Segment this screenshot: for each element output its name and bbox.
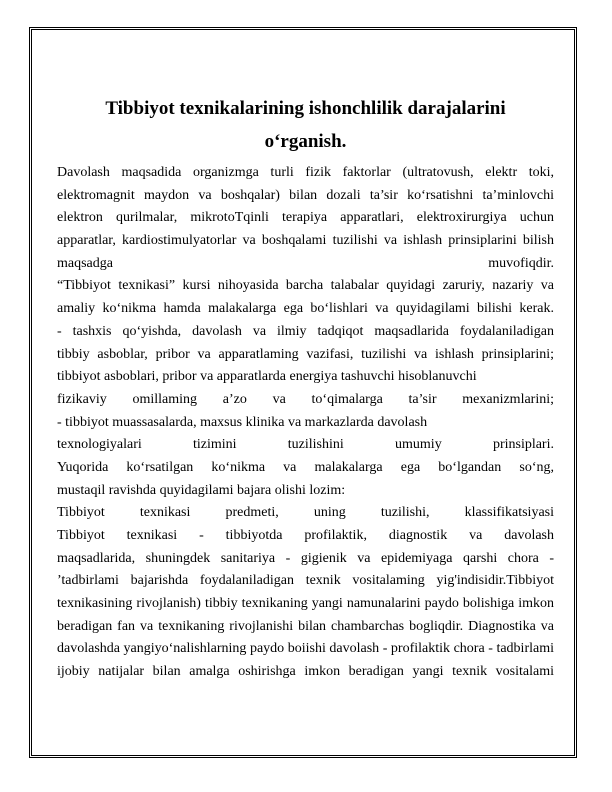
text-line: apparatlar, kardiostimulyatorlar va boshqalami tuzilishi va ishlash prinsiplarini bilish <box>57 233 554 249</box>
text-line: elektron qurilmalar, mikrotoTqinli terapiya apparatlari, elektroxirurgiya uchun <box>57 210 554 226</box>
text-line: Davolash maqsadida organizmga turli fizik faktorlar (ultratovush, elektr toki, <box>57 165 554 180</box>
text-line: amaliy ko‘nikma hamda malakalarga ega bo‘lishlari va quyidagilami bilishi kerak. <box>57 301 554 317</box>
document-body <box>57 92 554 684</box>
text-line: maqsadga muvofiqdir. <box>57 255 554 271</box>
text-line: fizikaviy omillaming a’zo va to‘qimalarga ta’sir mexanizmlarini; <box>57 391 554 407</box>
text-line: Yuqorida ko‘rsatilgan ko‘nikma va malakalarga ega bo‘lgandan so‘ng, <box>57 459 554 475</box>
text-line: ’tadbirlami bajarishda foydalaniladigan texnik vositalaming yig'indisidir.Tibbiyot <box>57 573 554 589</box>
text-line: tibbiy asboblar, pribor va apparatlaming vazifasi, tuzilishi va ishlash prinsiplarini; <box>57 346 554 362</box>
text-line: - tibbiyot muassasalarda, maxsus klinika va markazlarda davolash <box>57 414 428 430</box>
text-line: texnologiyalari tizimini tuzilishini umumiy prinsiplari. <box>57 437 554 453</box>
title-line-1: Tibbiyot texnikalarining ishonchlilik darajalarini <box>105 98 506 119</box>
text-line: elektromagnit maydon va boshqalar) bilan dozali ta’sir ko‘rsatishni ta’minlovchi <box>57 187 554 203</box>
text-line: maqsadlarida, shuningdek sanitariya - gigienik va epidemiyaga qarshi chora - <box>57 550 554 566</box>
text-line: Tibbiyot texnikasi predmeti, uning tuzilishi, klassifikatsiyasi <box>57 505 554 521</box>
text-line: davolashda yangiyo‘nalishlarning paydo boiishi davolash - profilaktik chora - tadbirlami <box>57 641 554 657</box>
title-line-2: o‘rganish. <box>264 131 347 152</box>
text-line: ijobiy natijalar bilan amalga oshirishga imkon beradigan yangi texnik vositalami <box>57 664 554 680</box>
text-line: - tashxis qo‘yishda, davolash va ilmiy tadqiqot maqsadlarida foydalaniladigan <box>57 323 554 339</box>
text-line: beradigan fan va texnikaning rivojlanishi bilan chambarchas bogliqdir. Diagnostika va <box>57 618 554 634</box>
text-line: mustaqil ravishda quyidagilami bajara olishi lozim: <box>57 482 346 498</box>
text-line: tibbiyot asboblari, pribor va apparatlarda energiya tashuvchi hisoblanuvchi <box>57 369 477 385</box>
text-line: “Tibbiyot texnikasi” kursi nihoyasida barcha talabalar quyidagi zaruriy, nazariy va <box>57 278 554 294</box>
document-title <box>57 92 554 158</box>
text-line: Tibbiyot texnikasi - tibbiyotda profilaktik, diagnostik va davolash <box>57 528 554 543</box>
text-line: texnikasining rivojlanish) tibbiy texnikaning yangi namunalarini paydo bolishiga imkon <box>57 596 554 612</box>
